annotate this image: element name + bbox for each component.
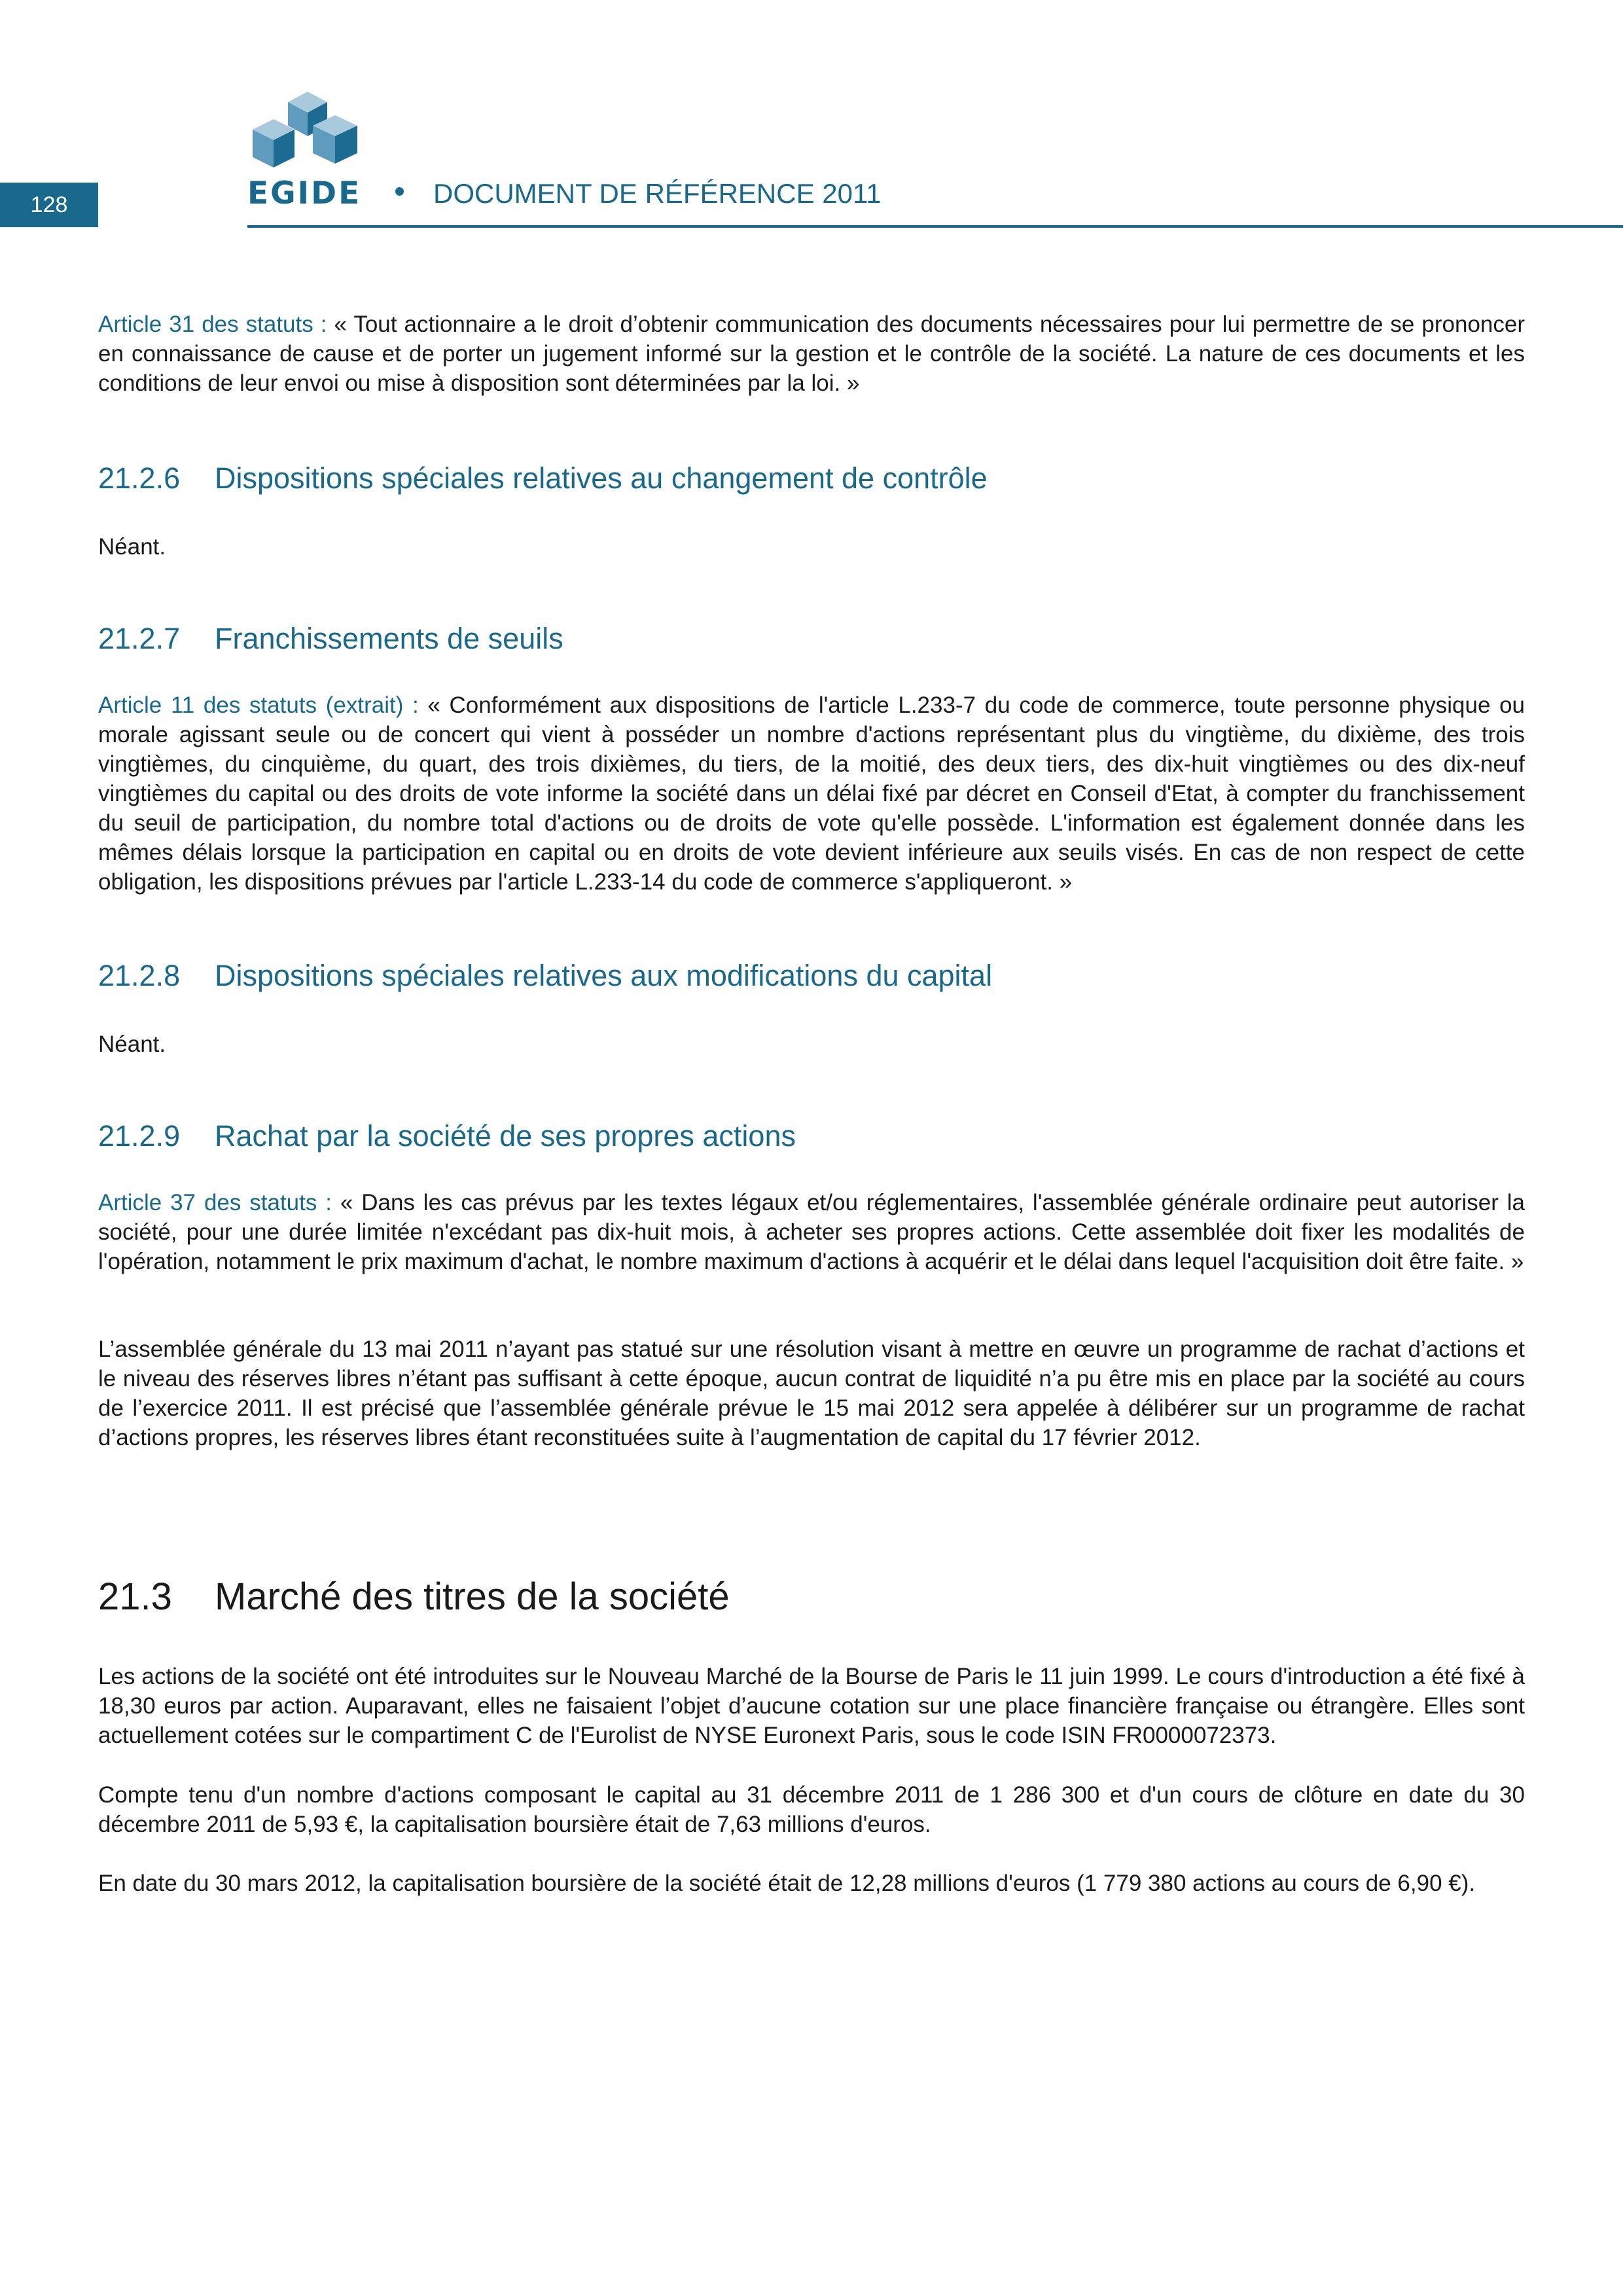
intro-lead: Article 31 des statuts : <box>98 312 327 337</box>
section-title: Franchissements de seuils <box>215 622 563 655</box>
page-number: 128 <box>30 192 68 217</box>
section-title: Marché des titres de la société <box>215 1575 730 1618</box>
section-21-2-6 <box>98 460 1525 497</box>
section-heading <box>98 1118 1525 1155</box>
intro-paragraph <box>98 310 1525 398</box>
section-heading <box>98 1574 1525 1620</box>
section-21-3-paragraph-3: En date du 30 mars 2012, la capitalisation boursière de la société était de 12,28 millions d'euros (1 779 380 actions au cours de 6,90 €). <box>98 1871 1476 1896</box>
article-11-text: « Conformément aux dispositions de l'article L.233-7 du code de commerce, toute personne physique ou morale agissant seule ou de concert qui vient à posséder un nombre d'actions représentant plus du vingtième, du dixième, des trois vingtièmes, du cinquième, du quart, des trois dixièmes, du tiers, de la moitié, des deux tiers, des dix-huit vingtièmes ou des dix-neuf vingtièmes du capital ou des droits de vote informe la société dans un délai fixé par décret en Conseil d'Etat, à compter du franchissement du seuil de participation, du nombre total d'actions ou de droits de vote qu'elle possède. L'information est également donnée dans les mêmes délais lorsque la participation en capital ou en droits de vote devient inférieure aux seuils visés. En cas de non respect de cette obligation, les dispositions prévues par l'article L.233-14 du code de commerce s'appliqueront. » <box>98 692 1525 895</box>
section-21-2-9-paragraph-2: L’assemblée générale du 13 mai 2011 n’ayant pas statué sur une résolution visant à mettre en œuvre un programme de rachat d’actions et le niveau des réserves libres n’étant pas suffisant à cette époque, aucun contrat de liquidité n’a pu être mis en place par la société au cours de l’exercice 2011. Il est précisé que l’assemblée générale prévue le 15 mai 2012 sera appelée à délibérer sur un programme de rachat d’actions propres, les réserves libres étant reconstituées suite à l’augmentation de capital du 17 février 2012. <box>98 1336 1525 1450</box>
intro-block <box>98 310 1525 398</box>
section-heading <box>98 958 1525 994</box>
brand-wordmark: EGIDE <box>247 175 362 211</box>
header-rule <box>247 225 1623 228</box>
section-21-2-9-paragraph <box>98 1188 1525 1276</box>
section-number: 21.3 <box>98 1575 172 1618</box>
section-21-2-6-body: Néant. <box>98 534 166 560</box>
section-21-2-9 <box>98 1118 1525 1155</box>
section-title: Rachat par la société de ses propres actions <box>215 1119 796 1153</box>
section-21-3-paragraph-2: Compte tenu d'un nombre d'actions composant le capital au 31 décembre 2011 de 1 286 300 et d'un cours de clôture en date du 30 décembre 2011 de 5,93 €, la capitalisation boursière était de 7,63 millions d'euros. <box>98 1782 1525 1837</box>
page-number-badge <box>0 183 98 227</box>
section-21-2-7 <box>98 620 1525 657</box>
section-number: 21.2.8 <box>98 959 181 992</box>
header-bullet <box>395 187 404 196</box>
article-37-text: « Dans les cas prévus par les textes légaux et/ou réglementaires, l'assemblée générale ordinaire peut autoriser la société, pour une durée limitée n'excédant pas dix-huit mois, à acheter ses propres actions. Cette assemblée doit fixer les modalités de l'opération, notamment le prix maximum d'achat, le nombre maximum d'actions à acquérir et le délai dans lequel l'acquisition doit être faite. » <box>98 1190 1525 1274</box>
article-37-lead: Article 37 des statuts : <box>98 1190 332 1215</box>
section-number: 21.2.9 <box>98 1119 181 1153</box>
section-number: 21.2.6 <box>98 461 181 495</box>
section-title: Dispositions spéciales relatives au changement de contrôle <box>215 461 988 495</box>
section-number: 21.2.7 <box>98 622 181 655</box>
section-21-2-8 <box>98 958 1525 994</box>
section-title: Dispositions spéciales relatives aux modifications du capital <box>215 959 993 992</box>
section-21-3 <box>98 1574 1525 1620</box>
section-heading <box>98 620 1525 657</box>
article-11-lead: Article 11 des statuts (extrait) : <box>98 692 419 718</box>
section-21-2-7-paragraph <box>98 691 1525 897</box>
intro-text: « Tout actionnaire a le droit d’obtenir communication des documents nécessaires pour lui permettre de se prononcer en connaissance de cause et de porter un jugement informé sur la gestion et le contrôle de la société. La nature de ces documents et les conditions de leur envoi ou mise à disposition sont déterminées par la loi. » <box>98 312 1525 396</box>
section-heading <box>98 460 1525 497</box>
document-title: DOCUMENT DE RÉFÉRENCE 2011 <box>433 178 882 209</box>
section-21-3-paragraph-1: Les actions de la société ont été introduites sur le Nouveau Marché de la Bourse de Paris le 11 juin 1999. Le cours d'introduction a été fixé à 18,30 euros par action. Auparavant, elles ne faisaient l’objet d’aucune cotation sur une place financière française ou étrangère. Elles sont actuellement cotées sur le compartiment C de l'Eurolist de NYSE Euronext Paris, sous le code ISIN FR0000072373. <box>98 1664 1525 1748</box>
section-21-2-8-body: Néant. <box>98 1031 166 1057</box>
